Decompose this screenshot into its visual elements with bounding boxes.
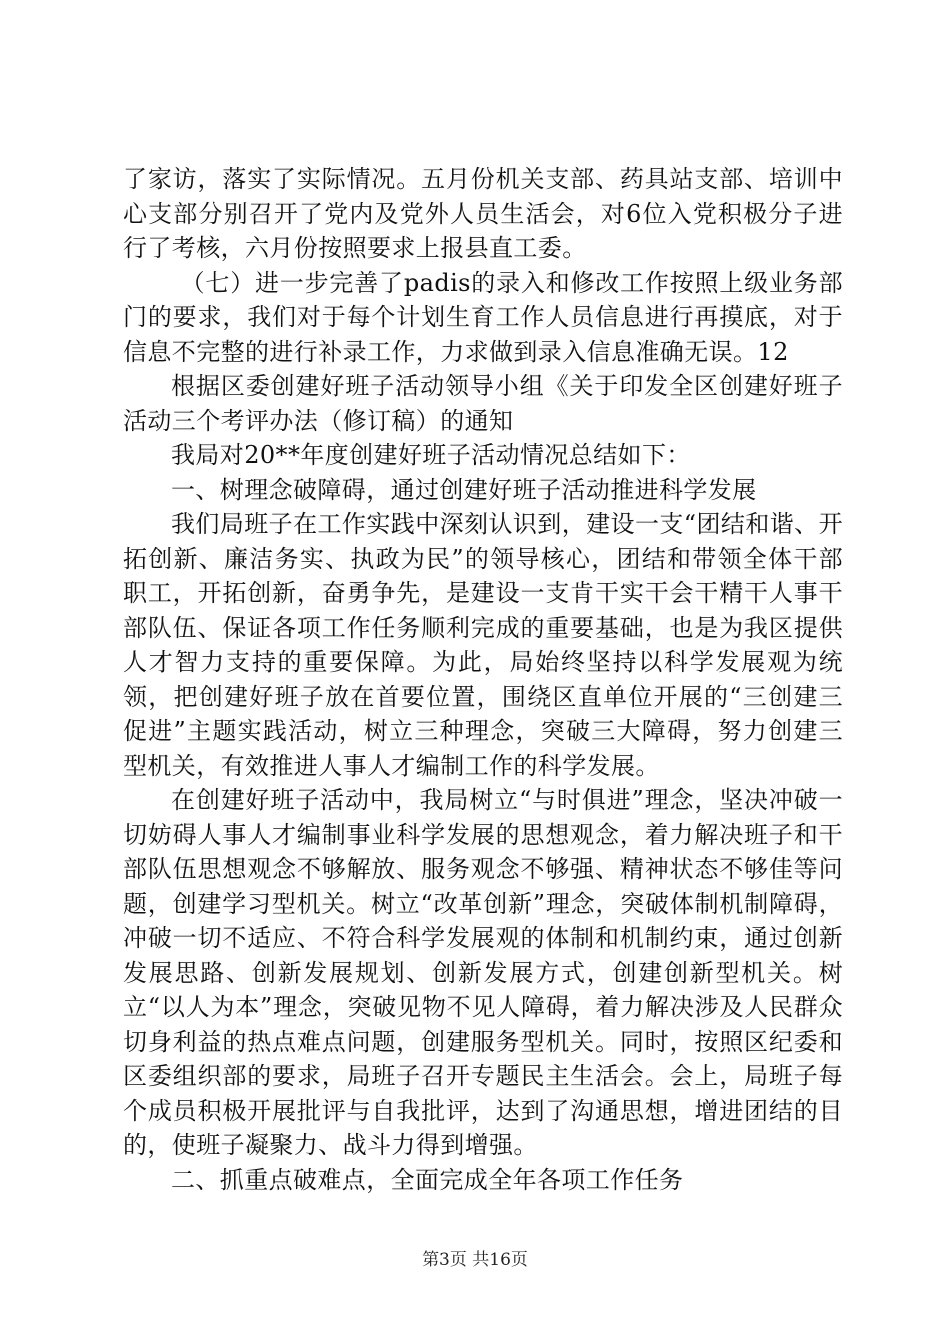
paragraph-padis: （七）进一步完善了padis的录入和修改工作按照上级业务部门的要求，我们对于每个计划生育工作人员信息进行再摸底，对于信息不完整的进行补录工作，力求做到录入信息准确无误。12 xyxy=(123,268,843,366)
document-body xyxy=(123,162,843,1197)
paragraph-concepts: 在创建好班子活动中，我局树立“与时俱进”理念，坚决冲破一切妨碍人事人才编制事业科学发展的思想观念，着力解决班子和干部队伍思想观念不够解放、服务观念不够强、精神状态不够佳等问题，创建学习型机关。树立“改革创新”理念，突破体制机制障碍，冲破一切不适应、不符合科学发展观的体制和机制约束，通过创新发展思路、创新发展规划、创新发展方式，创建创新型机关。树立“以人为本”理念，突破见物不见人障碍，着力解决涉及人民群众切身利益的热点难点问题，创建服务型机关。同时，按照区纪委和区委组织部的要求，局班子召开专题民主生活会。会上，局班子每个成员积极开展批评与自我批评，达到了沟通思想，增进团结的目的，使班子凝聚力、战斗力得到增强。 xyxy=(123,786,843,1159)
page-number: 第3页 共16页 xyxy=(422,1250,528,1270)
paragraph-home-visits: 了家访，落实了实际情况。五月份机关支部、药具站支部、培训中心支部分别召开了党内及党外人员生活会，对6位入党积极分子进行了考核，六月份按照要求上报县直工委。 xyxy=(123,165,843,262)
paragraph-notice: 根据区委创建好班子活动领导小组《关于印发全区创建好班子活动三个考评办法（修订稿）的通知 xyxy=(123,372,843,435)
section-heading-2: 二、抓重点破难点，全面完成全年各项工作任务 xyxy=(171,1165,684,1194)
paragraph-summary-intro: 我局对20**年度创建好班子活动情况总结如下： xyxy=(171,441,691,469)
section-heading-1: 一、树理念破障碍，通过创建好班子活动推进科学发展 xyxy=(171,475,757,504)
paragraph-leadership: 我们局班子在工作实践中深刻认识到，建设一支“团结和谐、开拓创新、廉洁务实、执政为民”的领导核心，团结和带领全体干部职工，开拓创新，奋勇争先，是建设一支肯干实干会干精干人事干部队伍、保证各项工作任务顺利完成的重要基础，也是为我区提供人才智力支持的重要保障。为此，局始终坚持以科学发展观为统领，把创建好班子放在首要位置，围绕区直单位开展的“三创建三促进”主题实践活动，树立三种理念，突破三大障碍，努力创建三型机关，有效推进人事人才编制工作的科学发展。 xyxy=(123,510,843,780)
